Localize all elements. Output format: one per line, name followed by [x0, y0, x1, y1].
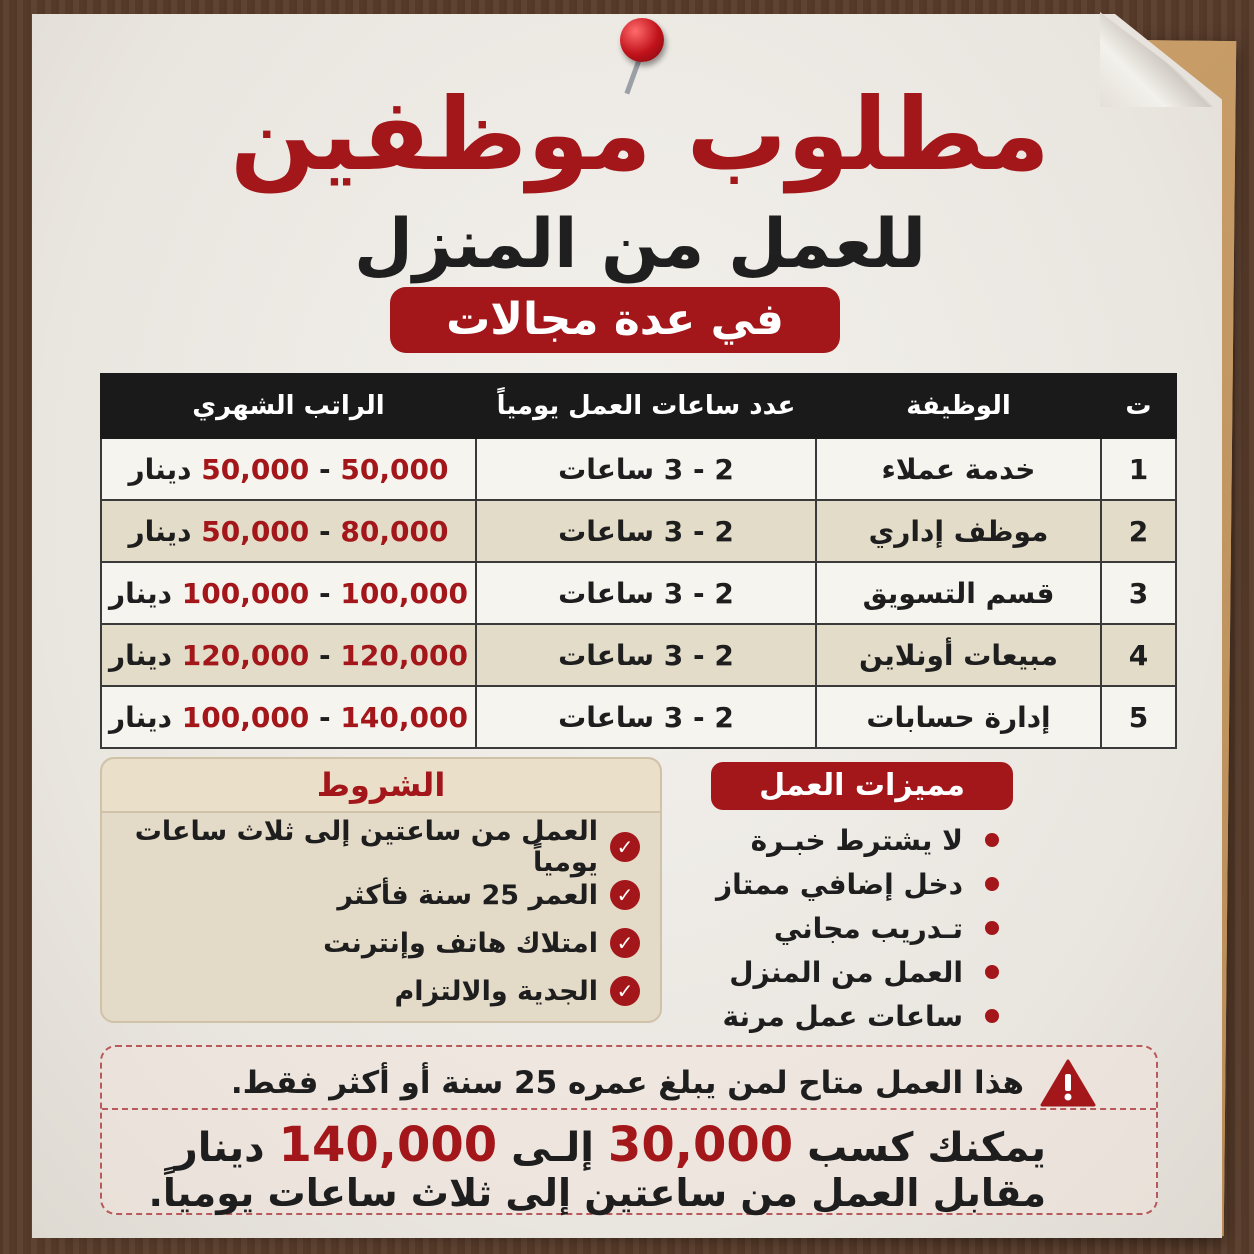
- check-circle-icon: ✓: [610, 832, 640, 862]
- check-circle-icon: ✓: [610, 928, 640, 958]
- table-row: [101, 686, 1176, 748]
- header-hours: عدد ساعات العمل يومياً: [476, 374, 816, 438]
- row-job: موظف إداري: [816, 500, 1101, 562]
- earn-line-2: مقابل العمل من ساعتين إلى ثلاث ساعات يومياً.: [148, 1171, 1046, 1215]
- notice-divider: [102, 1108, 1156, 1110]
- header-salary: الراتب الشهري: [101, 374, 476, 438]
- conditions-box: [100, 757, 662, 1023]
- warning-text: هذا العمل متاح لمن يبلغ عمره 25 سنة أو أكثر فقط.: [230, 1065, 1024, 1101]
- row-hours: 2 - 3 ساعات: [476, 562, 816, 624]
- list-item: دخل إضافي ممتاز: [716, 862, 999, 906]
- table-row: [101, 624, 1176, 686]
- row-hours: 2 - 3 ساعات: [476, 686, 816, 748]
- row-hours: 2 - 3 ساعات: [476, 500, 816, 562]
- list-item: ✓ الجدية والالتزام: [102, 967, 640, 1015]
- bullet-dot-icon: [985, 921, 999, 935]
- list-item: ساعات عمل مرنة: [716, 994, 999, 1038]
- table-header-row: [101, 374, 1176, 438]
- features-title: مميزات العمل: [711, 762, 1013, 810]
- header-num: ت: [1101, 374, 1176, 438]
- table-row: [101, 438, 1176, 500]
- row-hours: 2 - 3 ساعات: [476, 438, 816, 500]
- table-row: [101, 500, 1176, 562]
- row-job: قسم التسويق: [816, 562, 1101, 624]
- features-list: [716, 818, 999, 1038]
- row-num: 4: [1101, 624, 1176, 686]
- list-item: العمل من المنزل: [716, 950, 999, 994]
- list-item: تـدريب مجاني: [716, 906, 999, 950]
- bullet-dot-icon: [985, 833, 999, 847]
- warning-line: [231, 1059, 1096, 1107]
- row-hours: 2 - 3 ساعات: [476, 624, 816, 686]
- table-row: [101, 562, 1176, 624]
- row-salary: 100,000 - 100,000 دينار: [101, 562, 476, 624]
- row-job: مبيعات أونلاين: [816, 624, 1101, 686]
- list-item: لا يشترط خبـرة: [716, 818, 999, 862]
- row-salary: 50,000 - 50,000 دينار: [101, 438, 476, 500]
- fields-badge: في عدة مجالات: [390, 287, 840, 353]
- row-num: 3: [1101, 562, 1176, 624]
- check-circle-icon: ✓: [610, 880, 640, 910]
- bullet-dot-icon: [985, 1009, 999, 1023]
- earn-line-1: يمكنك كسب 30,000 إلـى 140,000 دينار: [174, 1117, 1046, 1173]
- conditions-title: الشروط: [102, 759, 660, 813]
- row-job: خدمة عملاء: [816, 438, 1101, 500]
- row-salary: 120,000 - 120,000 دينار: [101, 624, 476, 686]
- check-circle-icon: ✓: [610, 976, 640, 1006]
- header-job: الوظيفة: [816, 374, 1101, 438]
- list-item: ✓ العمر 25 سنة فأكثر: [102, 871, 640, 919]
- list-item: ✓ العمل من ساعتين إلى ثلاث ساعات يومياً: [102, 823, 640, 871]
- main-title: مطلوب موظفين: [230, 76, 1050, 193]
- jobs-table: [100, 373, 1177, 749]
- row-num: 5: [1101, 686, 1176, 748]
- notice-box: [100, 1045, 1158, 1215]
- row-salary: 80,000 - 50,000 دينار: [101, 500, 476, 562]
- conditions-list: [102, 816, 640, 1015]
- bullet-dot-icon: [985, 877, 999, 891]
- bullet-dot-icon: [985, 965, 999, 979]
- subtitle: للعمل من المنزل: [353, 205, 927, 284]
- list-item: ✓ امتلاك هاتف وإنترنت: [102, 919, 640, 967]
- row-job: إدارة حسابات: [816, 686, 1101, 748]
- warning-triangle-icon: [1040, 1059, 1096, 1107]
- row-num: 1: [1101, 438, 1176, 500]
- row-salary: 140,000 - 100,000 دينار: [101, 686, 476, 748]
- row-num: 2: [1101, 500, 1176, 562]
